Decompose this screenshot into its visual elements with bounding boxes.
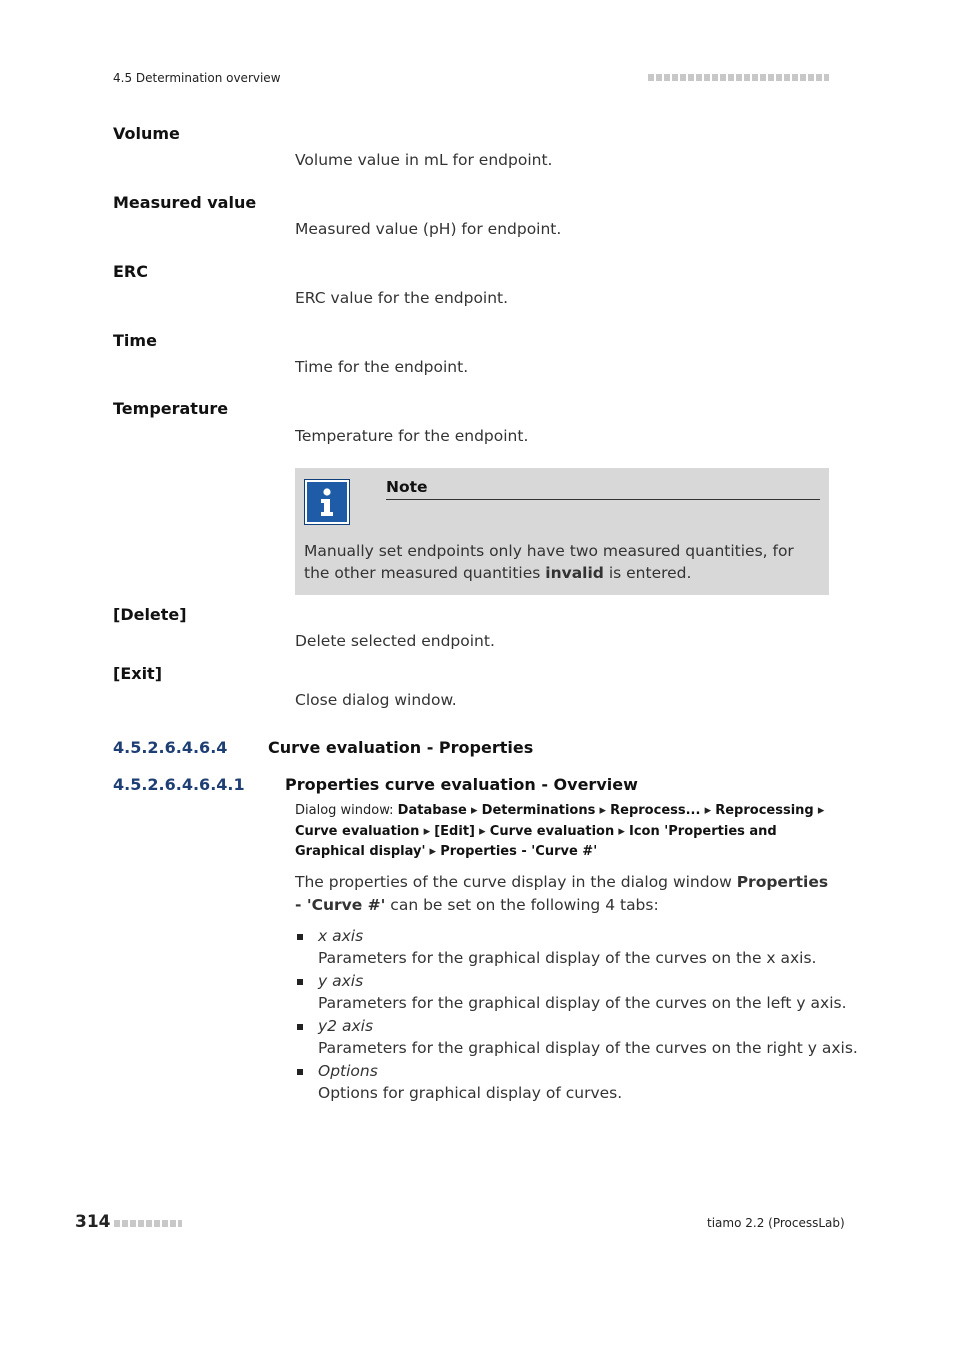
button-term-exit: [Exit] (113, 664, 163, 683)
definition-description: Time for the endpoint. (295, 358, 469, 376)
definition-term: ERC (113, 262, 148, 281)
path-item: Icon 'Properties and Graphical display' (295, 823, 777, 859)
bullet-icon (297, 934, 303, 940)
definition-description: Measured value (pH) for endpoint. (295, 220, 562, 238)
bullet-icon (297, 1069, 303, 1075)
path-item: Reprocess... (610, 803, 701, 818)
path-item: Database (397, 803, 467, 818)
tab-name: x axis (318, 927, 364, 945)
dialog-path-prefix: Dialog window: (295, 803, 398, 818)
path-item: Properties - 'Curve #' (440, 844, 598, 859)
info-icon (304, 479, 350, 525)
definition-description: Temperature for the endpoint. (295, 427, 529, 445)
tab-name: y axis (318, 972, 364, 990)
definition-description: Volume value in mL for endpoint. (295, 151, 553, 169)
path-item: Curve evaluation (295, 823, 420, 839)
button-description-delete: Delete selected endpoint. (295, 632, 495, 650)
section-number: 4.5.2.6.4.6.4 (113, 738, 228, 757)
tab-description: Parameters for the graphical display of the curves on the right y axis. (318, 1039, 858, 1057)
note-text-bold: invalid (545, 564, 604, 582)
note-divider (386, 499, 820, 500)
button-term-delete: [Delete] (113, 605, 187, 624)
section-title: Curve evaluation - Properties (268, 738, 534, 757)
header-decoration (648, 74, 829, 81)
path-item: Reprocessing (715, 803, 814, 818)
path-item: Curve evaluation (489, 823, 615, 839)
button-description-exit: Close dialog window. (295, 691, 457, 709)
intro-paragraph (295, 871, 829, 917)
dialog-path: Dialog window: Database ▸ Determinations ▸ Reprocess... ▸ Reprocessing ▸ Curve evaluation ▸ [Edit] ▸ Curve evaluation ▸ Icon 'Properties and Graphical display' ▸ Properties - 'Curve #' (295, 803, 825, 859)
tab-name: Options (318, 1062, 378, 1080)
tab-name: y2 axis (318, 1017, 374, 1035)
bullet-icon (297, 1024, 303, 1030)
intro-text: The properties of the curve display in the dialog window (295, 873, 737, 891)
definition-term: Temperature (113, 399, 229, 418)
subsection-title: Properties curve evaluation - Overview (285, 775, 638, 794)
bullet-icon (297, 979, 303, 985)
tab-description: Parameters for the graphical display of the curves on the x axis. (318, 949, 817, 967)
running-header: 4.5 Determination overview (113, 71, 281, 85)
note-text (304, 540, 824, 584)
path-item: Determinations (481, 803, 596, 818)
definition-term: Time (113, 331, 157, 350)
note-text-part: Manually set endpoints only have two measured quantities, for the other measured quantities (304, 542, 794, 582)
page-number: 314 (75, 1212, 111, 1232)
footer-decoration (114, 1220, 182, 1227)
intro-text: can be set on the following 4 tabs: (385, 896, 659, 914)
note-title: Note (386, 478, 428, 496)
tab-description: Parameters for the graphical display of the curves on the left y axis. (318, 994, 847, 1012)
product-name: tiamo 2.2 (ProcessLab) (707, 1216, 845, 1230)
tab-description: Options for graphical display of curves. (318, 1084, 623, 1102)
definition-term: Volume (113, 124, 180, 143)
intro-bold: Properties - 'Curve #' (295, 873, 829, 914)
definition-term: Measured value (113, 193, 257, 212)
subsection-number: 4.5.2.6.4.6.4.1 (113, 775, 245, 794)
definition-description: ERC value for the endpoint. (295, 289, 509, 307)
note-text-part: is entered. (603, 564, 692, 582)
path-item: [Edit] (434, 823, 475, 839)
